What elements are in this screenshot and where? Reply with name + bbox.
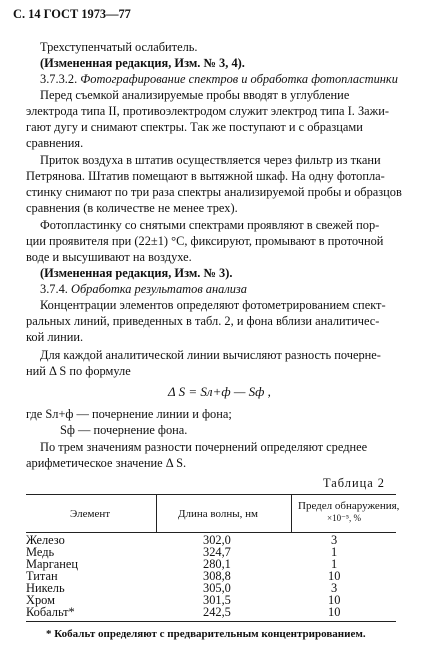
table-cell-wavelength: 301,5 — [203, 593, 231, 607]
table-cell-wavelength: 305,0 — [203, 581, 231, 595]
paragraph-line: ний Δ S по формуле — [26, 364, 131, 378]
table-cell-wavelength: 324,7 — [203, 545, 231, 559]
table-cell-element: Железо — [26, 533, 65, 547]
paragraph-line: Петрянова. Штатив помещают в вытяжной шкаф. На одну фотопла- — [26, 169, 385, 183]
section-number: 3.7.4. — [40, 282, 68, 296]
table-top-rule — [26, 494, 396, 495]
section-heading — [40, 72, 398, 87]
paragraph-line: Приток воздуха в штатив осуществляется через фильтр из ткани — [40, 153, 381, 167]
table-column-divider — [291, 494, 292, 532]
table-header-wavelength: Длина волны, нм — [178, 508, 258, 520]
table-cell-limit: 3 — [331, 581, 338, 595]
table-header-limit-unit: ×10⁻⁵, % — [327, 513, 361, 523]
page-header: С. 14 ГОСТ 1973—77 — [13, 7, 131, 21]
paragraph-line: электрода типа II, противоэлектродом служит электрод типа I. Зажи- — [26, 104, 389, 118]
section-title: Обработка результатов анализа — [71, 282, 247, 296]
amendment-note: (Измененная редакция, Изм. № 3, 4). — [40, 56, 245, 70]
table-cell-wavelength: 308,8 — [203, 569, 231, 583]
table-cell-wavelength: 302,0 — [203, 533, 231, 547]
table-cell-limit: 1 — [331, 545, 338, 559]
paragraph-line: сравнения. — [26, 136, 84, 150]
table-cell-limit: 10 — [328, 605, 341, 619]
table-header-limit: Предел обнаружения, — [298, 500, 400, 512]
table-cell-element: Кобальт* — [26, 605, 75, 619]
paragraph-line: По трем значениям разности почернений определяют среднее — [40, 440, 368, 454]
paragraph-line: ции проявителя при (22±1) °С, фиксируют, промывают в проточной — [26, 234, 384, 248]
text-line: Трехступенчатый ослабитель. — [40, 40, 198, 54]
table-cell-element: Медь — [26, 545, 55, 559]
paragraph-line: Концентрации элементов определяют фотометрированием спект- — [40, 298, 386, 312]
paragraph-line: арифметическое значение Δ S. — [26, 456, 187, 470]
table-cell-limit: 3 — [331, 533, 338, 547]
table-cell-element: Хром — [26, 593, 55, 607]
table-cell-limit: 1 — [331, 557, 338, 571]
formula: Δ S = Sл+ф — Sф , — [168, 384, 271, 399]
paragraph-line: ральных линий, приведенных в табл. 2, и фона вблизи аналитичес- — [26, 314, 380, 328]
section-number: 3.7.3.2. — [40, 72, 78, 86]
section-title: Фотографирование спектров и обработка фотопластинки — [80, 72, 398, 86]
table-footnote: * Кобальт определяют с предварительным концентрированием. — [46, 628, 366, 640]
table-cell-limit: 10 — [328, 569, 341, 583]
paragraph-line: кой линии. — [26, 330, 84, 344]
paragraph-line: Фотопластинку со снятыми спектрами проявляют в свежей пор- — [40, 218, 380, 232]
table-caption: Таблица 2 — [323, 476, 385, 490]
paragraph-line: сравнения (в количестве не менее трех). — [26, 201, 238, 215]
paragraph-line: стинку снимают по три раза спектры анализируемой пробы и образцов — [26, 185, 402, 199]
table-header-element: Элемент — [70, 508, 111, 520]
table-cell-element: Марганец — [26, 557, 79, 571]
table-cell-wavelength: 280,1 — [203, 557, 231, 571]
paragraph-line: воде и высушивают на воздухе. — [26, 250, 192, 264]
amendment-note: (Измененная редакция, Изм. № 3). — [40, 266, 233, 280]
paragraph-line: Перед съемкой анализируемые пробы вводят в углубление — [40, 88, 350, 102]
table-column-divider — [156, 494, 157, 532]
section-heading — [40, 282, 247, 297]
table-cell-element: Никель — [26, 581, 65, 595]
table-bottom-rule — [26, 621, 396, 622]
formula-legend: Sф — почернение фона. — [60, 423, 188, 437]
table-cell-element: Титан — [26, 569, 58, 583]
table-cell-wavelength: 242,5 — [203, 605, 231, 619]
paragraph-line: гают дугу и снимают спектры. Так же поступают и с образцами — [26, 120, 363, 134]
table-cell-limit: 10 — [328, 593, 341, 607]
formula-legend: где Sл+ф — почернение линии и фона; — [26, 407, 232, 421]
paragraph-line: Для каждой аналитической линии вычисляют разность почерне- — [40, 348, 381, 362]
